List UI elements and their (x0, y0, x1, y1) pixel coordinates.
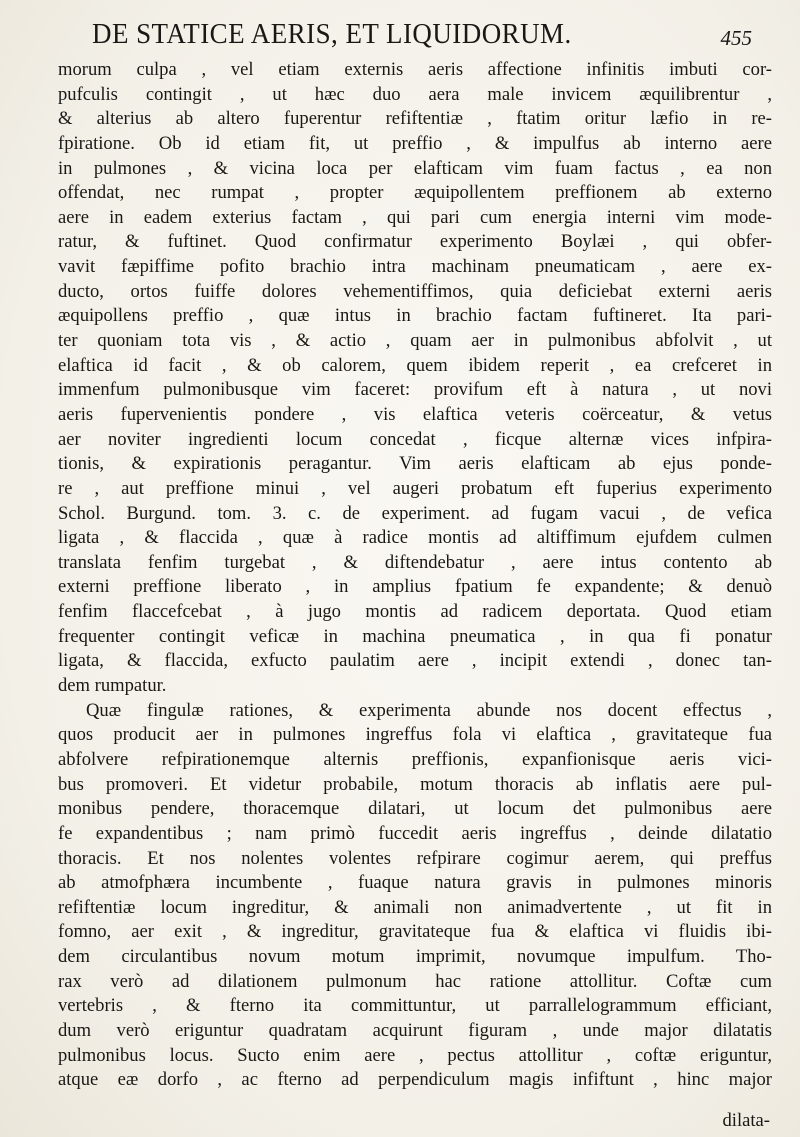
page-header (92, 12, 752, 62)
text-line: ter quoniam tota vis , & actio , quam aer in pulmonibus abfolvit , ut (58, 330, 772, 352)
text-line: tionis, & expirationis peragantur. Vim aeris elafticam ab ejus ponde- (58, 453, 772, 475)
text-line: æquipollens preffio , quæ intus in brachio factam fuftineret. Ita pari- (58, 305, 772, 327)
text-line: frequenter contingit veficæ in machina pneumatica , in qua fi ponatur (58, 625, 772, 647)
text-line: aer noviter ingredienti locum concedat , ficque alternæ vices infpira- (58, 428, 772, 450)
text-line: immenfum pulmonibusque vim faceret: provifum eft à natura , ut novi (58, 379, 772, 401)
text-line: vertebris , & fterno ita committuntur, ut parrallelogrammum efficiant, (58, 995, 772, 1017)
text-line: refiftentiæ locum ingreditur, & animali non animadvertente , ut fit in (58, 896, 772, 918)
text-line: thoracis. Et nos nolentes volentes refpirare cogimur aerem, qui preffus (58, 847, 772, 869)
text-line: fenfim flaccefcebat , à jugo montis ad radicem deportata. Quod etiam (58, 601, 772, 623)
text-line: pufculis contingit , ut hæc duo aera male invicem æquilibrentur , (58, 83, 772, 105)
text-line: aeris fupervenientis pondere , vis elaftica veteris coërceatur, & vetus (58, 403, 772, 425)
body-text (58, 58, 772, 1093)
text-line: atque eæ dorfo , ac fterno ad perpendiculum magis infiftunt , hinc major (58, 1069, 772, 1091)
text-line: fomno, aer exit , & ingreditur, gravitateque fua & elaftica vi fluidis ibi- (58, 921, 772, 943)
text-line: pulmonibus locus. Sucto enim aere , pectus attollitur , coftæ eriguntur, (58, 1044, 772, 1066)
text-line: abfolvere refpirationemque alternis preffionis, expanfionisque aeris vici- (58, 748, 772, 770)
text-line: in pulmones , & vicina loca per elafticam vim fuam factus , ea non (58, 157, 772, 179)
text-line: Schol. Burgund. tom. 3. c. de experiment. ad fugam vacui , de vefica (58, 502, 772, 524)
text-line: fe expandentibus ; nam primò fuccedit aeris ingreffus , deinde dilatatio (58, 822, 772, 844)
text-line: & alterius ab altero fuperentur refiftentiæ , ftatim oritur læfio in re- (58, 108, 772, 130)
text-line: ligata , & flaccida , quæ à radice montis ad altiffimum ejufdem culmen (58, 527, 772, 549)
text-line: dem circulantibus novum motum imprimit, novumque impulfum. Tho- (58, 946, 772, 968)
text-line: bus promoveri. Et videtur probabile, motum thoracis ab inflatis aere pul- (58, 773, 772, 795)
page-number: 455 (720, 26, 752, 50)
text-line: offendat, nec rumpat , propter æquipollentem preffionem ab externo (58, 182, 772, 204)
text-line: Quæ fingulæ rationes, & experimenta abunde nos docent effectus , (86, 699, 772, 721)
text-line: elaftica id facit , & ob calorem, quem ibidem reperit , ea crefceret in (58, 354, 772, 376)
text-line: ratur, & fuftinet. Quod confirmatur experimento Boylæi , qui obfer- (58, 231, 772, 253)
text-line: ducto, ortos fuiffe dolores vehementiffimos, quia deficiebat externi aeris (58, 280, 772, 302)
catchword: dilata- (722, 1110, 770, 1131)
running-head: DE STATICE AERIS, ET LIQUIDORUM. (92, 18, 572, 50)
text-line: translata fenfim turgebat , & diftendebatur , aere intus contento ab (58, 551, 772, 573)
text-line: morum culpa , vel etiam externis aeris affectione infinitis imbuti cor- (58, 59, 772, 80)
text-line: fpiratione. Ob id etiam fit, ut preffio , & impulfus ab interno aere (58, 132, 772, 154)
text-line: dem rumpatur. (58, 675, 167, 697)
text-line: rax verò ad dilationem pulmonum hac ratione attollitur. Coftæ cum (58, 970, 772, 992)
text-line: quos producit aer in pulmones ingreffus fola vi elaftica , gravitateque fua (58, 724, 772, 746)
text-line: vavit fæpiffime pofito brachio intra machinam pneumaticam , aere ex- (58, 256, 772, 278)
text-line: aere in eadem exterius factam , qui pari cum energia interni vim mode- (58, 206, 772, 228)
text-line: re , aut preffione minui , vel augeri probatum eft fuperius experimento (58, 477, 772, 499)
text-line: ligata, & flaccida, exfucto paulatim aere , incipit extendi , donec tan- (58, 650, 772, 672)
text-line: dum verò eriguntur quadratam acquirunt figuram , unde major dilatatis (58, 1019, 772, 1041)
text-line: externi preffione liberato , in amplius fpatium fe expandente; & denuò (58, 576, 772, 598)
text-line: ab atmofphæra incumbente , fuaque natura gravis in pulmones minoris (58, 872, 772, 894)
text-line: monibus pendere, thoracemque dilatari, ut locum det pulmonibus aere (58, 798, 772, 820)
